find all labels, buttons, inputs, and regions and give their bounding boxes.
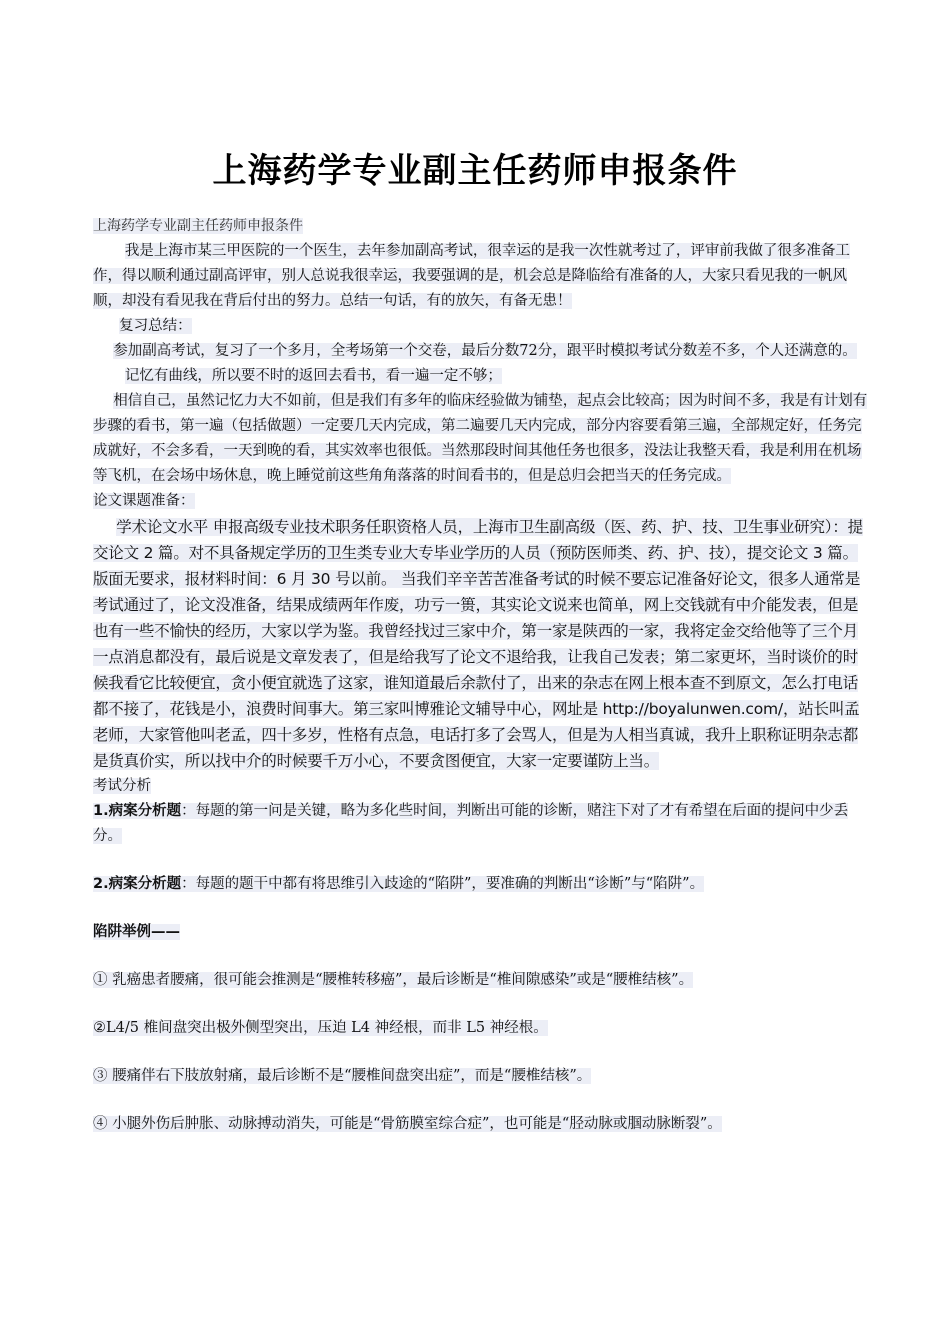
trap-item-4: ④ 小腿外伤后肿胀、动脉搏动消失，可能是“骨筋膜室综合症”，也可能是“胫动脉或腘动脉断裂”。 <box>93 1116 722 1132</box>
case2-text: ：每题的题干中都有将思维引入歧途的“陷阱”，要准确的判断出“诊断”与“陷阱”。 <box>181 876 705 892</box>
document-title: 上海药学专业副主任药师申报条件 <box>212 151 738 191</box>
document-subtitle: 上海药学专业副主任药师申报条件 <box>93 218 303 234</box>
trap-item-2: ②L4/5 椎间盘突出极外侧型突出，压迫 L4 神经根，而非 L5 神经根。 <box>93 1020 548 1036</box>
review-heading: 复习总结： <box>119 318 192 334</box>
document-body <box>93 214 868 1137</box>
review-paragraph-1: 参加副高考试，复习了一个多月，全考场第一个交卷，最后分数72分，跟平时模拟考试分数差不多，个人还满意的。 <box>113 343 857 359</box>
exam-heading: 考试分析 <box>93 778 151 794</box>
case1-label: 1.病案分析题 <box>93 803 182 819</box>
intro-paragraph: 我是上海市某三甲医院的一个医生，去年参加副高考试，很幸运的是我一次性就考过了，评审前我做了很多准备工作，得以顺利通过副高评审，别人总说我很幸运，我要强调的是，机会总是降临给有准备的人，大家只看见我的一帆风顺，却没有看见我在背后付出的努力。总结一句话，有的放矢，有备无患！ <box>93 243 850 309</box>
trap-item-3: ③ 腰痛伴右下肢放射痛，最后诊断不是“腰椎间盘突出症”，而是“腰椎结核”。 <box>93 1068 592 1084</box>
review-paragraph-3: 相信自己，虽然记忆力大不如前，但是我们有多年的临床经验做为铺垫，起点会比较高；因为时间不多，我是有计划有步骤的看书，第一遍（包括做题）一定要几天内完成，第二遍要几天内完成，部分内容要看第三遍，全部规定好，任务完成就好，不会多看，一天到晚的看，其实效率也很低。当然那段时间其他任务也很多，没法让我整天看，我是利用在机场等飞机，在会场中场休息，晚上睡觉前这些角角落落的时间看书的，但是总归会把当天的任务完成。 <box>93 393 868 484</box>
thesis-heading: 论文课题准备： <box>93 493 195 509</box>
trap-item-1: ① 乳癌患者腰痛，很可能会推测是“腰椎转移癌”，最后诊断是“椎间隙感染”或是“腰椎结核”。 <box>93 972 694 988</box>
review-paragraph-2: 记忆有曲线，所以要不时的返回去看书，看一遍一定不够； <box>124 368 502 384</box>
trap-heading: 陷阱举例—— <box>93 924 180 940</box>
case2-label: 2.病案分析题 <box>93 876 182 892</box>
case1-text: ：每题的第一问是关键，略为多化些时间，判断出可能的诊断，赌注下对了才有希望在后面的提问中少丢分。 <box>93 803 849 844</box>
thesis-paragraph: 学术论文水平 申报高级专业技术职务任职资格人员，上海市卫生副高级（医、药、护、技、卫生事业研究）：提交论文 2 篇。对不具备规定学历的卫生类专业大专毕业学历的人员（预防医师类、药、护、技），提交论文 3 篇。版面无要求，报材料时间：6 月 30 号以前。 当我们辛辛苦苦准备考试的时候不要忘记准备好论文，很多人通常是考试通过了，论文没准备，结果成绩两年作废，功亏一篑，其实论文说来也简单，网上交钱就有中介能发表，但是也有一些不愉快的经历，大家以学为鉴。我曾经找过三家中介，第一家是陕西的一家，我将定金交给他等了三个月一点消息都没有，最后说是文章发表了，但是给我写了论文不退给我，让我自己发表；第二家更坏，当时谈价的时候我看它比较便宜，贪小便宜就选了这家，谁知道最后余款付了，出来的杂志在网上根本查不到原文，怎么打电话都不接了，花钱是小，浪费时间事大。第三家叫博雅论文辅导中心，网址是 http://boyalunwen.com/，站长叫孟老师，大家管他叫老孟，四十多岁，性格有点急，电话打多了会骂人，但是为人相当真诚，我升上职称证明杂志都是货真价实，所以找中介的时候要千万小心，不要贪图便宜，大家一定要谨防上当。 <box>93 518 863 770</box>
